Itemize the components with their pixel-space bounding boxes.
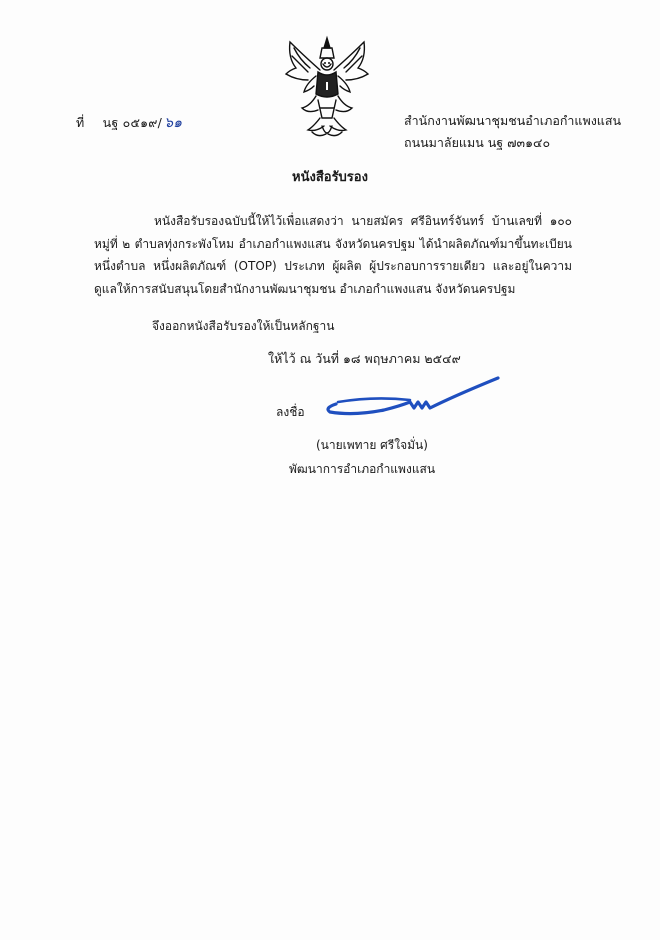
signature-label: ลงชื่อ xyxy=(276,405,305,419)
sender-address-line2: ถนนมาลัยแมน นฐ ๗๓๑๔๐ xyxy=(404,135,551,150)
reference-code: นฐ ๐๕๑๙/ xyxy=(102,115,163,130)
signer-name: (นายเพทาย ศรีใจมั่น) xyxy=(316,438,428,452)
date-given: ให้ไว้ ณ วันที่ ๑๘ พฤษภาคม ๒๕๔๙ xyxy=(268,351,461,366)
garuda-emblem-icon xyxy=(282,34,372,144)
reference-prefix: ที่ xyxy=(76,115,85,130)
reference-number xyxy=(76,112,182,134)
closing-statement: จึงออกหนังสือรับรองให้เป็นหลักฐาน xyxy=(152,319,335,333)
sender-address-line1: สำนักงานพัฒนาชุมชนอำเภอกำแพงแสน xyxy=(404,113,622,128)
signer-position: พัฒนาการอำเภอกำแพงแสน xyxy=(289,462,436,476)
sender-address xyxy=(404,110,621,154)
body-paragraph: หนังสือรับรองฉบับนี้ให้ไว้เพื่อแสดงว่า นายสมัคร ศรีอินทร์จันทร์ บ้านเลขที่ ๑๐๐ หมู่ที่ ๒ ตำบลทุ่งกระพังโหม อำเภอกำแพงแสน จังหวัดนครปฐม ได้นำผลิตภัณฑ์มาขึ้นทะเบียน หนึ่งตำบล หนึ่งผลิตภัณฑ์ (OTOP) ประเภท ผู้ผลิต ผู้ประกอบการรายเดียว และอยู่ในความดูแลให้การสนับสนุนโดยสำนักงานพัฒนาชุมชน อำเภอกำแพงแสน จังหวัดนครปฐม xyxy=(94,214,572,296)
handwritten-reference-number: ๖๑ xyxy=(164,115,183,131)
document-title: หนังสือรับรอง xyxy=(292,170,368,185)
certificate-body xyxy=(94,210,572,300)
handwritten-signature xyxy=(314,370,504,430)
